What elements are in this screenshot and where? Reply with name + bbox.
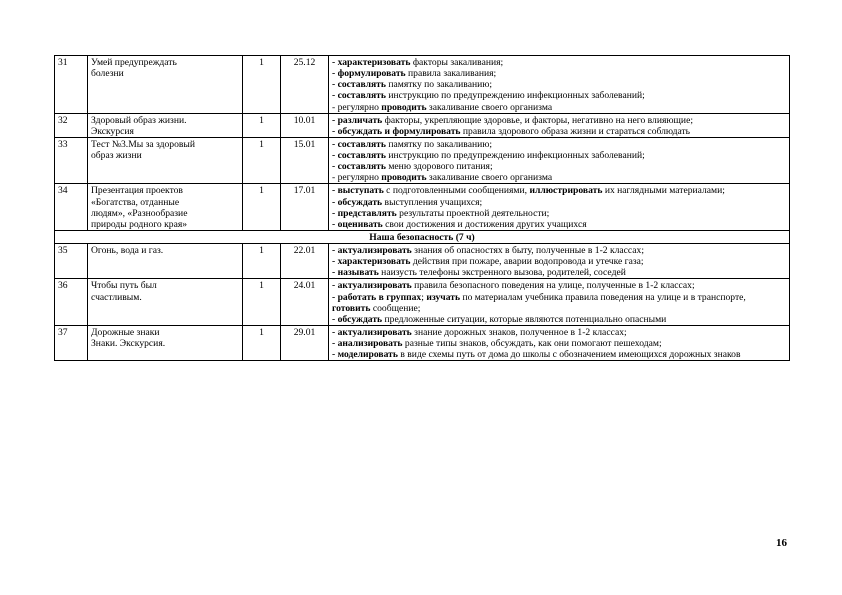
activity-verb: - актуализировать: [332, 245, 412, 256]
activity-verb: - составлять: [332, 79, 386, 91]
lesson-number: 32: [55, 113, 88, 137]
activity-line: [332, 172, 786, 183]
table-row: [55, 137, 790, 184]
activity-text: - регулярно: [332, 101, 382, 113]
activity-verb: - составлять: [332, 161, 386, 173]
activity-verb: - актуализировать: [332, 326, 412, 338]
activity-line: [332, 349, 786, 360]
activity-text: выступления учащихся;: [382, 196, 483, 208]
activity-text: факторы закаливания;: [410, 57, 504, 68]
learning-activities: [329, 244, 790, 279]
activity-verb: - обсуждать: [332, 196, 383, 208]
lesson-number: 36: [55, 279, 88, 326]
lesson-topic-text: Огонь, вода и газ.: [91, 245, 164, 256]
activity-text: ;: [421, 291, 427, 303]
activity-line: [332, 102, 786, 113]
lesson-hours: 1: [243, 279, 281, 326]
activity-verb: - называть: [332, 267, 379, 279]
lesson-topic: [88, 325, 243, 360]
lesson-topic-text: Чтобы путь был счастливым.: [91, 280, 157, 303]
activity-line: [332, 280, 786, 291]
learning-activities: [329, 137, 790, 184]
activity-text: знание дорожных знаков, полученное в 1-2 классах;: [411, 326, 627, 338]
section-row: [55, 230, 790, 243]
activity-verb: - выступать: [332, 185, 384, 197]
activity-text: с подготовленными сообщениями,: [383, 185, 530, 197]
activity-verb: - формулировать: [332, 68, 406, 80]
activity-text: правила безопасного поведения на улице, полученные в 1-2 классах;: [411, 280, 695, 292]
table-row: [55, 184, 790, 231]
activity-line: [332, 327, 786, 338]
activity-text: по материалам учебника правила поведения на улице и в транспорте,: [460, 291, 746, 303]
lesson-topic: [88, 113, 243, 137]
activity-text: их наглядными материалами;: [602, 185, 725, 197]
lesson-date: 25.12: [281, 56, 329, 114]
activity-verb: - работать в группах: [332, 291, 422, 303]
activity-line: [332, 161, 786, 172]
lesson-number: 35: [55, 244, 88, 279]
learning-activities: [329, 279, 790, 326]
activity-verb: иллюстрировать: [529, 185, 603, 197]
lesson-date: 17.01: [281, 184, 329, 231]
activity-text: действия при пожаре, аварии водопровода и утечке газа;: [410, 256, 644, 268]
activity-text: предложенные ситуации, которые являются потенциально опасными: [382, 313, 667, 325]
lesson-plan-table: [54, 55, 790, 361]
activity-text: закаливание своего организма: [426, 101, 553, 113]
learning-activities: [329, 113, 790, 137]
learning-activities: [329, 56, 790, 114]
activity-verb: - обсуждать и формулировать: [332, 125, 461, 137]
lesson-number: 31: [55, 56, 88, 114]
activity-text: сообщение;: [370, 302, 421, 314]
activity-text: наизусть телефоны экстренного вызова, родителей, соседей: [378, 267, 626, 279]
lesson-topic-text: Презентация проектов «Богатства, отданные людям», «Разнообразие природы родного края»: [91, 185, 188, 230]
lesson-date: 15.01: [281, 137, 329, 184]
activity-line: [332, 256, 786, 267]
lesson-date: 29.01: [281, 325, 329, 360]
activity-verb: проводить: [381, 172, 427, 184]
activity-text: меню здорового питания;: [385, 161, 493, 173]
activity-verb: - моделировать: [332, 349, 398, 361]
table-row: [55, 325, 790, 360]
activity-text: в виде схемы путь от дома до школы с обозначением имеющихся дорожных знаков: [397, 349, 741, 361]
lesson-topic-text: Здоровый образ жизни. Экскурсия: [91, 114, 187, 137]
activity-verb: - характеризовать: [332, 57, 411, 68]
activity-verb: - составлять: [332, 150, 386, 161]
activity-line: [332, 185, 786, 196]
page-number: 16: [776, 537, 787, 549]
activity-line: [332, 338, 786, 349]
activity-line: [332, 126, 786, 137]
activity-line: [332, 90, 786, 101]
activity-text: инструкцию по предупреждению инфекционных заболеваний;: [385, 150, 645, 161]
section-title: Наша безопасность (7 ч): [55, 230, 790, 243]
activity-text: факторы, укрепляющие здоровье, и факторы, негативно на него влияющие;: [382, 114, 693, 126]
lesson-topic: [88, 279, 243, 326]
table-row: [55, 244, 790, 279]
activity-line: [332, 208, 786, 219]
lesson-topic: [88, 56, 243, 114]
lesson-hours: 1: [243, 325, 281, 360]
activity-verb: - анализировать: [332, 338, 403, 349]
activity-verb: - составлять: [332, 90, 386, 102]
lesson-topic: [88, 137, 243, 184]
lesson-date: 24.01: [281, 279, 329, 326]
learning-activities: [329, 184, 790, 231]
lesson-date: 10.01: [281, 113, 329, 137]
lesson-number: 37: [55, 325, 88, 360]
activity-text: памятку по закаливанию;: [385, 79, 493, 91]
lesson-hours: 1: [243, 137, 281, 184]
lesson-hours: 1: [243, 244, 281, 279]
activity-text: правила закаливания;: [405, 68, 497, 80]
activity-text: разные типы знаков, обсуждать, как они помогают пешеходам;: [402, 338, 662, 349]
activity-text: знания об опасностях в быту, полученные в 1-2 классах;: [411, 245, 645, 256]
activity-line: [332, 267, 786, 278]
activity-line: [332, 139, 786, 150]
activity-verb: - характеризовать: [332, 256, 411, 268]
activity-verb: изучать: [426, 291, 461, 303]
activity-text: правила здорового образа жизни и стараться соблюдать: [460, 125, 691, 137]
activity-line: [332, 68, 786, 79]
activity-line: [332, 197, 786, 208]
activity-verb: - оценивать: [332, 218, 383, 230]
activity-verb: готовить: [332, 302, 371, 314]
activity-verb: - обсуждать: [332, 313, 383, 325]
activity-text: свои достижения и достижения других учащихся: [382, 218, 587, 230]
learning-activities: [329, 325, 790, 360]
activity-verb: - представлять: [332, 207, 397, 219]
activity-verb: - составлять: [332, 138, 386, 150]
activity-text: инструкцию по предупреждению инфекционных заболеваний;: [385, 90, 645, 102]
activity-line: [332, 79, 786, 90]
activity-line: [332, 219, 786, 230]
lesson-date: 22.01: [281, 244, 329, 279]
lesson-topic-text: Умей предупреждать болезни: [91, 57, 177, 80]
lesson-topic-text: Дорожные знаки Знаки. Экскурсия.: [91, 326, 166, 349]
lesson-hours: 1: [243, 184, 281, 231]
activity-verb: - различать: [332, 114, 383, 126]
table-row: [55, 279, 790, 326]
activity-line: [332, 314, 786, 325]
activity-text: закаливание своего организма: [426, 172, 553, 184]
lesson-topic: [88, 184, 243, 231]
activity-verb: - актуализировать: [332, 280, 412, 292]
activity-text: результаты проектной деятельности;: [396, 207, 550, 219]
lesson-hours: 1: [243, 56, 281, 114]
lesson-hours: 1: [243, 113, 281, 137]
activity-line: [332, 292, 786, 314]
table-row: [55, 56, 790, 114]
lesson-number: 33: [55, 137, 88, 184]
activity-line: [332, 57, 786, 68]
lesson-number: 34: [55, 184, 88, 231]
activity-line: [332, 150, 786, 161]
lesson-topic-text: Тест №3.Мы за здоровый образ жизни: [91, 138, 196, 161]
activity-verb: проводить: [381, 101, 427, 113]
activity-text: - регулярно: [332, 172, 382, 184]
activity-text: памятку по закаливанию;: [385, 138, 493, 150]
activity-line: [332, 245, 786, 256]
lesson-topic: [88, 244, 243, 279]
activity-line: [332, 115, 786, 126]
table-row: [55, 113, 790, 137]
